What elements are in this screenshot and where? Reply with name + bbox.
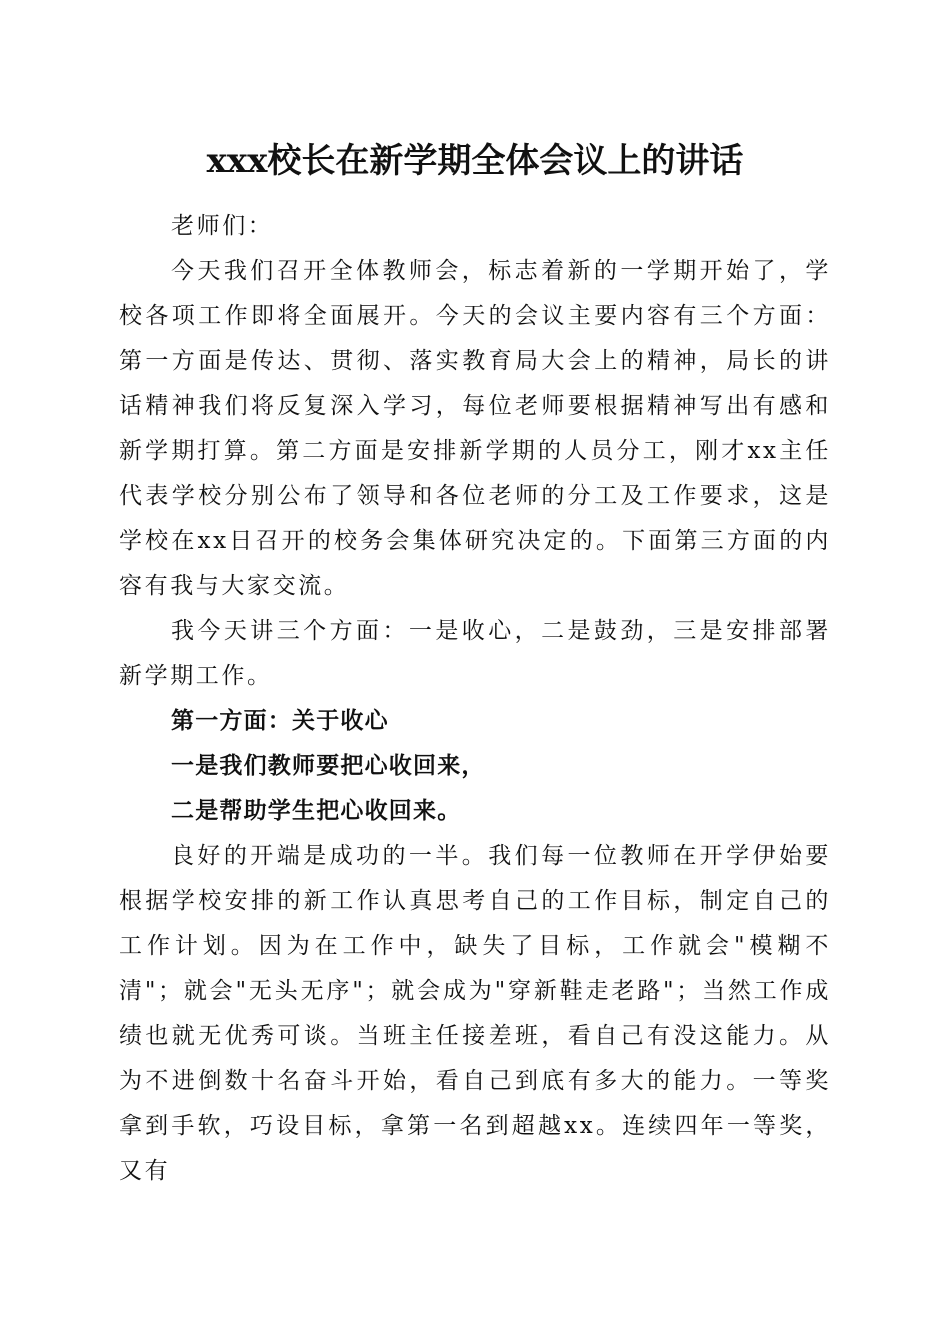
document-title: xxx校长在新学期全体会议上的讲话: [206, 141, 744, 181]
paragraph-outline: 我今天讲三个方面：一是收心，二是鼓劲，三是安排部署新学期工作。: [119, 618, 831, 689]
sub-point-1: 一是我们教师要把心收回来，: [171, 753, 486, 779]
document-body: [119, 204, 831, 1194]
section-heading: 第一方面：关于收心: [171, 708, 389, 734]
paragraph-closing: 良好的开端是成功的一半。我们每一位教师在开学伊始要根据学校安排的新工作认真思考自己的工作目标，制定自己的工作计划。因为在工作中，缺失了目标，工作就会"模糊不清"；就会"无头无序"；就会成为"穿新鞋走老路"；当然工作成绩也就无优秀可谈。当班主任接差班，看自己有没这能力。从为不进倒数十名奋斗开始，看自己到底有多大的能力。一等奖拿到手软，巧设目标，拿第一名到超越xx。连续四年一等奖，又有: [119, 843, 831, 1184]
salutation: 老师们：: [171, 213, 274, 239]
paragraph-intro: 今天我们召开全体教师会，标志着新的一学期开始了，学校各项工作即将全面展开。今天的会议主要内容有三个方面：第一方面是传达、贯彻、落实教育局大会上的精神，局长的讲话精神我们将反复深入学习，每位老师要根据精神写出有感和新学期打算。第二方面是安排新学期的人员分工，刚才xx主任代表学校分别公布了领导和各位老师的分工及工作要求，这是学校在xx日召开的校务会集体研究决定的。下面第三方面的内容有我与大家交流。: [119, 258, 831, 599]
sub-point-2: 二是帮助学生把心收回来。: [171, 798, 462, 824]
